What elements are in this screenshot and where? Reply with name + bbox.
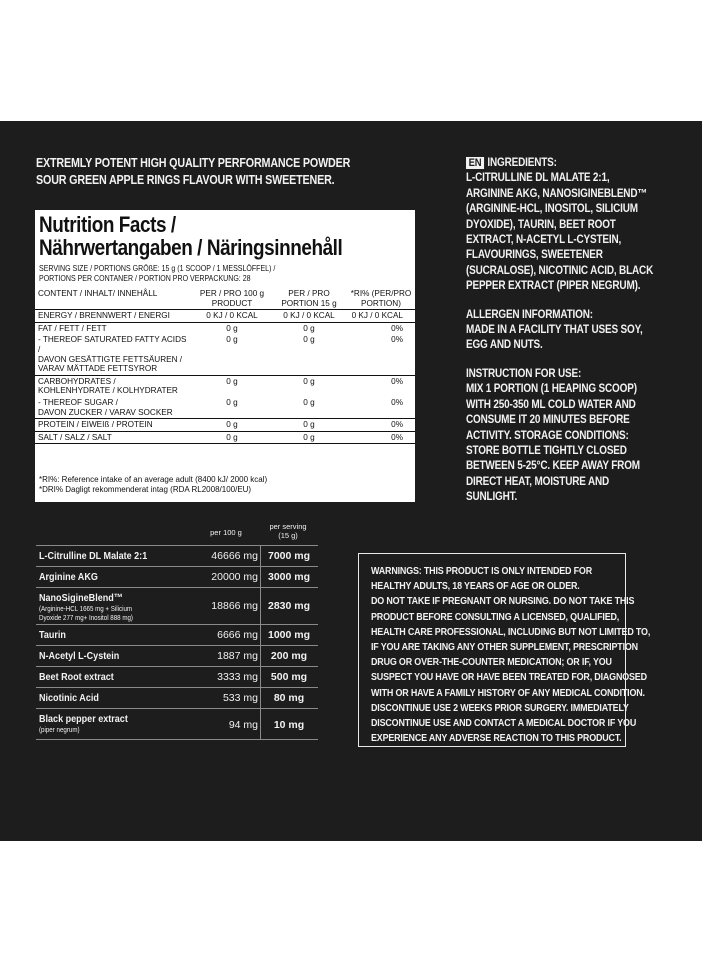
nutrient-label: SALT / SALZ / SALT [35, 431, 193, 444]
info-column [466, 155, 669, 505]
allergen-text [466, 322, 669, 353]
nutrient-value: 0% [347, 334, 415, 375]
amount-per100: 1887 mg [217, 650, 258, 662]
footnote-line: *RI%: Reference intake of an average adult (8400 kJ/ 2000 kcal) [39, 475, 268, 484]
column-divider [260, 545, 261, 740]
ingredient-name: L-Citrulline DL Malate 2:1 [39, 550, 148, 562]
header-per100: per 100 g [210, 528, 242, 537]
nutrient-value: 0 g [193, 419, 271, 432]
label-panel [0, 121, 702, 841]
ingredient-name: Arginine AKG [39, 571, 98, 583]
nutrition-row [35, 334, 415, 375]
instruction-line: MIX 1 PORTION (1 HEAPING SCOOP) [466, 382, 637, 396]
nutrition-row [35, 419, 415, 432]
footnote-line: *DRI% Dagligt rekommenderat intag (RDA RL2008/100/EU) [39, 485, 252, 494]
nutrient-value: 0% [347, 419, 415, 432]
warning-line: WITH OR HAVE A FAMILY HISTORY OF ANY MEDICAL CONDITION. [371, 687, 645, 699]
amount-per-serving: 3000 mg [267, 571, 311, 583]
active-ingredients-table [36, 520, 318, 740]
ingredient-row [36, 588, 318, 625]
ingredients-line: ARGININE AKG, NANOSIGINEBLEND™ [466, 186, 648, 200]
nutrient-value: 0 g [303, 323, 315, 333]
ingredient-row [36, 567, 318, 588]
nutrient-value: 0 KJ / 0 KCAL [347, 310, 415, 323]
col-per100: PER / PRO 100 g PRODUCT [193, 288, 271, 310]
nutrition-row [35, 310, 415, 323]
nutrition-facts-box [35, 210, 415, 502]
ingredient-name: NanoSigineBlend™ [39, 592, 123, 604]
ingredient-row [36, 688, 318, 709]
warnings-box [358, 553, 651, 747]
nutrient-value: 0 g [271, 419, 347, 432]
nutrient-value: 0 g [193, 334, 271, 375]
amount-per-serving: 10 mg [273, 719, 305, 731]
warning-line: HEALTH CARE PROFESSIONAL, INCLUDING BUT NOT LIMITED TO, [371, 626, 651, 638]
instruction-line: DIRECT HEAT, MOISTURE AND [466, 474, 610, 488]
ingredients-line: (ARGININE-HCL, INOSITOL, SILICIUM [466, 202, 638, 216]
col-ri: *RI% (PER/PRO PORTION) [347, 288, 415, 310]
instruction-heading: INSTRUCTION FOR USE: [466, 366, 582, 380]
nutrient-label: - THEREOF SUGAR / DAVON ZUCKER / VARAV SOCKER [35, 397, 193, 419]
amount-per100: 94 mg [228, 719, 258, 731]
warning-line: DRUG OR OVER-THE-COUNTER MEDICATION; OR IF, YOU [371, 657, 612, 669]
allergen-line: MADE IN A FACILITY THAT USES SOY, [466, 323, 643, 337]
instruction-line: CONSUME IT 20 MINUTES BEFORE [466, 413, 630, 427]
nutrient-value: 0 g [193, 397, 271, 419]
title-line: Nutrition Facts / [39, 212, 176, 237]
ingredient-row [36, 646, 318, 667]
warning-line: PRODUCT BEFORE CONSULTING A LICENSED, QUALIFIED, [371, 611, 620, 623]
instruction-text [466, 381, 669, 504]
warnings-text [371, 564, 650, 746]
ingredients-list [466, 170, 669, 293]
serving-line: PORTIONS PER CONTANER / PORTION PRO VERPACKUNG: 28 [39, 274, 251, 283]
warning-line: EXPERIENCE ANY ADVERSE REACTION TO THIS PRODUCT. [371, 733, 622, 745]
ingredient-row [36, 667, 318, 688]
amount-per100: 6666 mg [217, 629, 258, 641]
warning-line: DISCONTINUE USE 2 WEEKS PRIOR SURGERY. IMMEDIATELY [371, 702, 629, 714]
nutrient-label: PROTEIN / EIWEIß / PROTEIN [35, 419, 193, 432]
col-perportion: PER / PRO PORTION 15 g [271, 288, 347, 310]
amount-per-serving: 1000 mg [267, 629, 311, 641]
product-intro [36, 155, 350, 189]
serving-line: SERVING SIZE / PORTIONS GRÖßE: 15 g (1 SCOOP / 1 MESSLÖFFEL) / [39, 264, 276, 273]
warning-line: SUSPECT YOU HAVE OR HAVE BEEN TREATED FOR, DIAGNOSED [371, 672, 647, 684]
nutrient-value: 0 KJ / 0 KCAL [193, 310, 271, 323]
amount-per-serving: 2830 mg [267, 600, 311, 612]
warning-line: HEALTHY ADULTS, 18 YEARS OF AGE OR OLDER. [371, 581, 580, 593]
nutrition-title [39, 213, 342, 259]
ingredient-detail: (piper negrum) [39, 725, 80, 734]
allergen-heading: ALLERGEN INFORMATION: [466, 307, 593, 321]
language-badge: EN [466, 157, 484, 169]
instruction-line: BETWEEN 5-25°C. KEEP AWAY FROM [466, 459, 640, 473]
ingredient-row [36, 625, 318, 646]
ingredient-row [36, 709, 318, 740]
ingredients-header [36, 520, 318, 545]
nutrient-value: 0 g [271, 431, 347, 444]
amount-per-serving: 500 mg [270, 671, 308, 683]
amount-per-serving: 200 mg [270, 650, 308, 662]
instruction-line: SUNLIGHT. [466, 490, 518, 504]
ingredient-detail: (Arginine-HCL 1665 mg + Silicium Dyoxide 277 mg+ Inositol 888 mg) [39, 604, 133, 622]
amount-per100: 20000 mg [211, 571, 258, 583]
warning-line: IF YOU ARE TAKING ANY OTHER SUPPLEMENT, PRESCRIPTION [371, 642, 638, 654]
nutrient-value: 0 g [271, 334, 347, 375]
nutrient-label: CARBOHYDRATES / KOHLENHYDRATE / KOLHYDRATER [38, 376, 178, 396]
warning-line: DO NOT TAKE IF PREGNANT OR NURSING. DO NOT TAKE THIS [371, 596, 635, 608]
title-line: Nährwertangaben / Näringsinnehåll [39, 235, 343, 260]
instruction-line: WITH 250-350 ML COLD WATER AND [466, 397, 636, 411]
ingredient-name: N-Acetyl L-Cystein [39, 650, 120, 662]
allergen-line: EGG AND NUTS. [466, 338, 543, 352]
ingredients-line: L-CITRULLINE DL MALATE 2:1, [466, 171, 610, 185]
ingredient-name: Nicotinic Acid [39, 692, 99, 704]
nutrition-header-row [35, 288, 415, 310]
nutrient-value: 0% [391, 323, 403, 333]
nutrient-value: 0% [347, 431, 415, 444]
ingredient-row [36, 545, 318, 567]
nutrition-footnote [39, 475, 267, 495]
intro-line: EXTREMLY POTENT HIGH QUALITY PERFORMANCE POWDER [36, 156, 351, 170]
instruction-line: STORE BOTTLE TIGHTLY CLOSED [466, 443, 627, 457]
ingredient-name: Beet Root extract [39, 671, 114, 683]
nutrient-value: 0 g [226, 376, 238, 386]
intro-line: SOUR GREEN APPLE RINGS FLAVOUR WITH SWEETENER. [36, 173, 335, 187]
amount-per100: 46666 mg [211, 550, 258, 562]
nutrient-label: - THEREOF SATURATED FATTY ACIDS / DAVON GESÄTTIGTE FETTSÄUREN / VARAV MÄTTADE FETTSYROR [35, 334, 193, 375]
nutrient-value: 0 g [193, 431, 271, 444]
serving-info [39, 264, 275, 284]
ingredients-line: FLAVOURINGS, SWEETENER [466, 248, 603, 262]
ingredients-line: PEPPER EXTRACT (PIPER NEGRUM). [466, 279, 641, 293]
nutrient-value: 0 KJ / 0 KCAL [271, 310, 347, 323]
ingredients-line: (SUCRALOSE), NICOTINIC ACID, BLACK [466, 263, 654, 277]
ingredients-line: EXTRACT, N-ACETYL L-CYSTEIN, [466, 233, 622, 247]
nutrition-row [35, 375, 415, 397]
nutrient-value: 0 g [303, 376, 315, 386]
warning-line: DISCONTINUE USE AND CONTACT A MEDICAL DOCTOR IF YOU [371, 718, 637, 730]
col-content: CONTENT / INHALT/ INNEHÅLL [35, 288, 193, 310]
nutrient-value: 0 g [271, 397, 347, 419]
amount-per-serving: 7000 mg [267, 550, 311, 562]
nutrition-row [35, 431, 415, 444]
warning-line: WARNINGS: THIS PRODUCT IS ONLY INTENDED FOR [371, 566, 592, 577]
nutrition-row [35, 397, 415, 419]
amount-per-serving: 80 mg [273, 692, 305, 704]
ingredients-line: DYOXIDE), TAURIN, BEET ROOT [466, 217, 616, 231]
nutrition-row [35, 322, 415, 334]
header-per-serving: per serving (15 g) [269, 522, 307, 540]
nutrition-table [35, 288, 415, 444]
nutrient-value: 0% [391, 376, 403, 386]
amount-per100: 3333 mg [217, 671, 258, 683]
nutrient-value: 0 g [226, 323, 238, 333]
ingredient-name: Black pepper extract [39, 713, 128, 725]
nutrient-value: 0% [347, 397, 415, 419]
amount-per100: 533 mg [222, 692, 258, 704]
ingredient-name: Taurin [39, 629, 66, 641]
amount-per100: 18866 mg [211, 600, 258, 612]
nutrient-label: FAT / FETT / FETT [38, 323, 107, 333]
ingredients-heading: EN INGREDIENTS: [466, 155, 669, 170]
nutrient-label: ENERGY / BRENNWERT / ENERGI [35, 310, 193, 323]
instruction-line: ACTIVITY. STORAGE CONDITIONS: [466, 428, 629, 442]
